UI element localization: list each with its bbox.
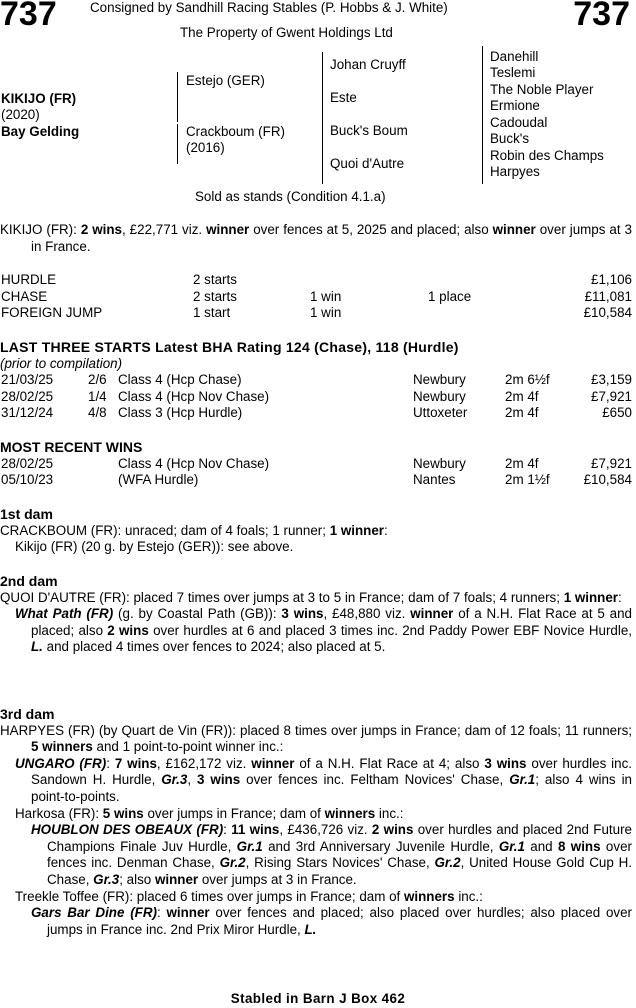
daughter-winners: winners [324, 805, 376, 821]
progeny-text: , £162,172 viz. [156, 755, 252, 771]
progeny-text: over fences inc. Feltham Novices' Chase, [240, 772, 510, 788]
progeny-text: , United House Gold Cup H. Chase, [47, 855, 632, 887]
record-table [0, 272, 632, 322]
progeny-text: , [187, 772, 198, 788]
pedigree-gen4: Teslemi [490, 65, 536, 80]
summary-text: , £22,771 viz. [122, 222, 207, 237]
win-course: Newbury [413, 455, 466, 471]
win-race: (WFA Hurdle) [118, 472, 199, 488]
win-course: Nantes [413, 472, 456, 488]
dam-winners: 1 winner [329, 522, 385, 538]
start-row [0, 372, 632, 389]
record-row [0, 305, 632, 322]
win-row [0, 456, 632, 473]
pedigree-dam-year: (2016) [186, 140, 225, 155]
progeny-name: Gars Bar Dine (FR) [31, 905, 157, 921]
progeny-grade: Gr.1 [236, 838, 263, 854]
dam-text: HARPYES (FR) (by Quart de Vin (FR)): placed 8 times over jumps in France; dam of 12 foals; 11 runners; [0, 722, 632, 738]
record-places: 1 place [428, 288, 472, 304]
pedigree-gen4: Buck's [490, 131, 530, 146]
daughter-winners: winners [403, 888, 455, 904]
pedigree-divider [177, 124, 178, 164]
record-starts: 2 starts [193, 272, 237, 287]
start-row [0, 389, 632, 406]
pedigree-dam: Crackboum (FR) [186, 124, 285, 139]
record-row [0, 272, 632, 289]
second-dam [0, 573, 632, 656]
pedigree-divider [177, 72, 178, 122]
progeny-grade: Gr.2 [219, 855, 246, 871]
progeny-text: over hurdles inc. Sandown H. Hurdle, [31, 755, 632, 788]
start-race: Class 4 (Hcp Chase) [118, 372, 242, 388]
summary-text: KIKIJO (FR): [0, 222, 81, 237]
progeny-text: of a N.H. Flat Race at 4; also [294, 755, 485, 771]
progeny-grade: Gr.2 [434, 855, 461, 871]
record-amount: £1,106 [591, 272, 632, 287]
pedigree-gen4: Cadoudal [490, 115, 548, 130]
dam-text: QUOI D'AUTRE (FR): placed 7 times over jumps at 3 to 5 in France; dam of 7 foals; 4 runners; [0, 589, 564, 605]
progeny-winner: winner [251, 755, 295, 771]
lot-number-right: 737 [573, 0, 630, 33]
win-distance: 2m 4f [505, 455, 539, 471]
daughter-text: inc.: [454, 888, 483, 904]
daughter-entry [0, 806, 632, 823]
progeny-text: over fences inc. Denman Chase, [47, 838, 632, 871]
start-course: Newbury [413, 372, 466, 388]
lot-number-left: 737 [0, 0, 57, 33]
progeny-name: HOUBLON DES OBEAUX (FR) [31, 822, 224, 838]
record-row [0, 289, 632, 306]
progeny-text: over hurdles at 6 and placed 3 times inc. 2nd Paddy Power EBF Novice Hurdle, [148, 622, 633, 638]
dam-entry [0, 723, 632, 756]
section-heading: MOST RECENT WINS [0, 439, 143, 455]
record-amount: £11,081 [584, 288, 632, 304]
dam-progeny: Kikijo (FR) (20 g. by Estejo (GER)): see above. [15, 539, 294, 555]
progeny-text: and [524, 838, 558, 854]
section-heading: LAST THREE STARTS Latest BHA Rating 124 (Chase), 118 (Hurdle) [0, 339, 459, 355]
progeny-wins: 3 wins [484, 755, 527, 771]
record-starts: 2 starts [193, 288, 237, 304]
progeny-grade: Gr.1 [509, 772, 536, 788]
dam-text: CRACKBOUM (FR): unraced; dam of 4 foals; 1 runner; [0, 522, 330, 538]
win-amount: £7,921 [591, 455, 632, 471]
third-dam [0, 706, 632, 938]
horse-name: KIKIJO (FR) [1, 91, 77, 106]
sale-condition: Sold as stands (Condition 4.1.a) [195, 189, 386, 204]
progeny-text: over jumps at 3 in France. [198, 871, 357, 887]
pedigree-gen4: Robin des Champs [490, 148, 604, 163]
most-recent-wins [0, 439, 632, 489]
start-row [0, 405, 632, 422]
progeny-name: What Path (FR) [15, 606, 114, 622]
progeny-winner: winner [154, 871, 199, 887]
progeny-text: : [223, 822, 232, 838]
record-amount: £10,584 [583, 305, 632, 321]
start-course: Uttoxeter [413, 405, 468, 421]
race-summary [0, 222, 632, 255]
pedigree-gen3: Johan Cruyff [330, 57, 406, 72]
pedigree-gen4: Harpyes [490, 164, 540, 179]
start-distance: 2m 6½f [505, 372, 550, 388]
progeny-wins: 7 wins [114, 755, 157, 771]
progeny-text: ; also 4 wins in point-to-points. [31, 772, 633, 804]
stabling-info: Stabled in Barn J Box 462 [230, 991, 406, 1006]
record-starts: 1 start [193, 305, 231, 321]
summary-text: over jumps at 3 in France. [31, 222, 632, 254]
progeny-text: over fences and placed; also placed over hurdles; also placed over jumps in France inc. 2nd Prix Miror Hurdle, [47, 905, 632, 937]
start-distance: 2m 4f [505, 388, 539, 404]
win-race: Class 4 (Hcp Nov Chase) [118, 455, 270, 471]
progeny-winner: winner [166, 905, 210, 921]
pedigree-divider [482, 46, 483, 184]
start-amount: £7,921 [591, 388, 632, 404]
start-date: 28/02/25 [1, 388, 54, 404]
last-three-starts [0, 339, 632, 422]
start-position: 4/8 [88, 405, 107, 421]
section-heading: 2nd dam [0, 573, 58, 589]
progeny-text: : [156, 905, 167, 921]
section-subheading: (prior to compilation) [0, 355, 123, 371]
win-amount: £10,584 [583, 472, 632, 488]
dam-text: : [618, 589, 622, 605]
summary-winner: winner [206, 222, 250, 237]
daughter-text: Treekle Toffee (FR): placed 6 times over jumps in France; dam of [15, 888, 404, 904]
pedigree-gen3: Buck's Boum [330, 123, 408, 138]
dam-text: and 1 point-to-point winner inc.: [92, 739, 284, 755]
dam-entry [0, 523, 632, 540]
progeny-text: (g. by Coastal Path (GB)): [113, 606, 282, 622]
pedigree-divider [322, 52, 323, 184]
record-wins: 1 win [310, 305, 342, 321]
daughter-text: inc.: [375, 805, 404, 821]
progeny-grade: Gr.3 [93, 871, 120, 887]
progeny-wins: 2 wins [371, 822, 414, 838]
record-type: HURDLE [1, 272, 57, 287]
win-row [0, 472, 632, 489]
start-date: 21/03/25 [1, 372, 54, 388]
win-date: 05/10/23 [1, 472, 54, 488]
horse-description: Bay Gelding [1, 124, 80, 139]
progeny-text: and placed 4 times over fences to 2024; also placed at 5. [42, 639, 386, 655]
progeny-grade: L. [31, 639, 43, 655]
progeny-text: of a N.H. Flat Race at 5 and placed; also [31, 606, 633, 638]
start-position: 2/6 [88, 372, 107, 388]
progeny-text: , £436,726 viz. [279, 822, 372, 838]
record-type: CHASE [1, 288, 48, 304]
progeny-entry [0, 822, 632, 888]
progeny-text: and 3rd Anniversary Juvenile Hurdle, [262, 838, 499, 854]
start-race: Class 4 (Hcp Nov Chase) [118, 388, 270, 404]
pedigree-gen3: Quoi d'Autre [330, 156, 405, 171]
progeny-entry [0, 606, 632, 656]
summary-winner: winner [492, 222, 536, 237]
horse-year: (2020) [1, 107, 40, 122]
start-date: 31/12/24 [1, 405, 54, 421]
dam-winners: 1 winner [563, 589, 619, 605]
progeny-text: ; also [119, 871, 155, 887]
start-amount: £3,159 [591, 372, 632, 388]
pedigree-sire: Estejo (GER) [186, 73, 265, 88]
progeny-grade: L. [304, 921, 317, 937]
win-date: 28/02/25 [1, 455, 54, 471]
pedigree-gen4: Danehill [490, 49, 539, 64]
progeny-grade: Gr.3 [161, 772, 188, 788]
daughter-text: over jumps in France; dam of [143, 805, 325, 821]
dam-winners: 5 winners [31, 739, 93, 755]
start-amount: £650 [602, 405, 632, 421]
progeny-grade: Gr.1 [498, 838, 525, 854]
record-wins: 1 win [310, 288, 342, 304]
progeny-wins: 3 wins [281, 606, 324, 622]
dam-entry [0, 590, 632, 607]
progeny-entry [0, 756, 632, 806]
dam-text: : [384, 522, 388, 538]
pedigree-gen4: Ermione [490, 98, 540, 113]
start-distance: 2m 4f [505, 405, 539, 421]
summary-wins: 2 wins [80, 222, 122, 237]
progeny-winner: winner [410, 606, 454, 622]
daughter-entry [0, 889, 632, 906]
consignor: Consigned by Sandhill Racing Stables (P. Hobbs & J. White) [90, 0, 448, 15]
win-distance: 2m 1½f [505, 472, 550, 488]
summary-text: over fences at 5, 2025 and placed; also [249, 222, 493, 237]
start-position: 1/4 [88, 388, 107, 404]
daughter-text: Harkosa (FR): [15, 805, 103, 821]
progeny-text: , £48,880 viz. [323, 606, 411, 622]
progeny-text: , Rising Stars Novices' Chase, [245, 855, 435, 871]
start-course: Newbury [413, 388, 466, 404]
section-heading: 1st dam [0, 506, 53, 522]
progeny-entry [0, 905, 632, 938]
progeny-text: : [106, 755, 115, 771]
first-dam [0, 506, 632, 556]
progeny-wins: 11 wins [231, 822, 280, 838]
pedigree-gen3: Este [330, 90, 357, 105]
daughter-wins: 5 wins [102, 805, 144, 821]
progeny-text: over hurdles and placed 2nd Future Champions Finale Juv Hurdle, [47, 822, 632, 854]
progeny-wins: 2 wins [107, 622, 149, 638]
start-race: Class 3 (Hcp Hurdle) [118, 405, 243, 421]
progeny-name: UNGARO (FR) [15, 755, 107, 771]
property-line: The Property of Gwent Holdings Ltd [180, 25, 393, 40]
progeny-wins: 8 wins [557, 838, 601, 854]
section-heading: 3rd dam [0, 706, 55, 722]
record-type: FOREIGN JUMP [1, 305, 103, 321]
pedigree-gen4: The Noble Player [490, 82, 594, 97]
progeny-wins: 3 wins [197, 772, 241, 788]
